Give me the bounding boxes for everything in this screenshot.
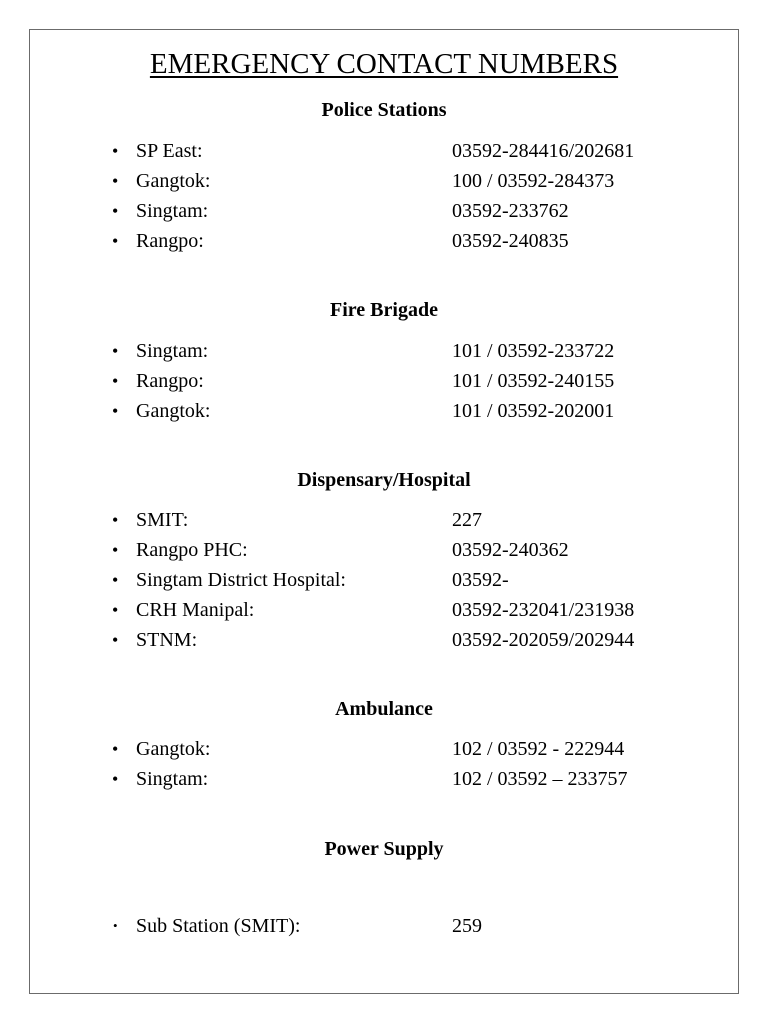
contact-number: 03592- <box>452 569 509 591</box>
bullet-icon: • <box>112 739 119 759</box>
document-title: EMERGENCY CONTACT NUMBERS <box>149 48 619 80</box>
bullet-icon: • <box>112 630 119 650</box>
contact-number: 03592-233762 <box>452 200 569 222</box>
list-item <box>0 911 768 941</box>
contact-number: 101 / 03592-233722 <box>452 340 615 362</box>
contact-label: Rangpo: <box>136 370 204 392</box>
contact-label: Singtam: <box>136 200 209 222</box>
contact-label: Singtam District Hospital: <box>136 569 346 591</box>
list-item <box>0 226 768 256</box>
section-heading-dispensary-hospital: Dispensary/Hospital <box>297 469 471 491</box>
section-heading-ambulance: Ambulance <box>335 698 433 720</box>
list-item <box>0 595 768 625</box>
contact-number: 03592-240835 <box>452 230 569 252</box>
list-item <box>0 505 768 535</box>
section-heading-power-supply: Power Supply <box>324 838 444 860</box>
contact-number: 259 <box>452 915 482 937</box>
list-item <box>0 136 768 166</box>
list-item <box>0 336 768 366</box>
section-heading-police-stations: Police Stations <box>321 99 447 121</box>
contact-number: 227 <box>452 509 482 531</box>
contact-label: SP East: <box>136 140 203 162</box>
bullet-icon: • <box>112 401 119 421</box>
bullet-icon: • <box>112 141 119 161</box>
contact-number: 100 / 03592-284373 <box>452 170 615 192</box>
bullet-icon: • <box>112 341 119 361</box>
list-item <box>0 625 768 655</box>
bullet-icon: • <box>112 769 119 789</box>
bullet-icon: • <box>112 510 119 530</box>
bullet-icon: • <box>112 371 119 391</box>
list-item <box>0 396 768 426</box>
contact-number: 03592-240362 <box>452 539 569 561</box>
bullet-icon: • <box>113 918 118 933</box>
contact-number: 03592-284416/202681 <box>452 140 635 162</box>
contact-label: Gangtok: <box>136 738 211 760</box>
list-item <box>0 535 768 565</box>
contact-label: SMIT: <box>136 509 189 531</box>
contact-number: 03592-202059/202944 <box>452 629 635 651</box>
contact-label: STNM: <box>136 629 198 651</box>
list-item <box>0 366 768 396</box>
bullet-icon: • <box>112 600 119 620</box>
contact-number: 102 / 03592 – 233757 <box>452 768 628 790</box>
contact-label: Sub Station (SMIT): <box>136 915 301 937</box>
list-item <box>0 196 768 226</box>
contact-label: Gangtok: <box>136 400 211 422</box>
bullet-icon: • <box>112 171 119 191</box>
contact-number: 102 / 03592 - 222944 <box>452 738 625 760</box>
contact-number: 101 / 03592-202001 <box>452 400 615 422</box>
section-heading-fire-brigade: Fire Brigade <box>330 299 438 321</box>
contact-label: Singtam: <box>136 768 209 790</box>
bullet-icon: • <box>112 231 119 251</box>
contact-number: 03592-232041/231938 <box>452 599 635 621</box>
list-item <box>0 565 768 595</box>
contact-label: Gangtok: <box>136 170 211 192</box>
contact-label: CRH Manipal: <box>136 599 255 621</box>
list-item <box>0 764 768 794</box>
contact-label: Singtam: <box>136 340 209 362</box>
bullet-icon: • <box>112 201 119 221</box>
contact-label: Rangpo: <box>136 230 204 252</box>
list-item <box>0 166 768 196</box>
bullet-icon: • <box>112 540 119 560</box>
contact-label: Rangpo PHC: <box>136 539 248 561</box>
contact-number: 101 / 03592-240155 <box>452 370 615 392</box>
list-item <box>0 734 768 764</box>
bullet-icon: • <box>112 570 119 590</box>
